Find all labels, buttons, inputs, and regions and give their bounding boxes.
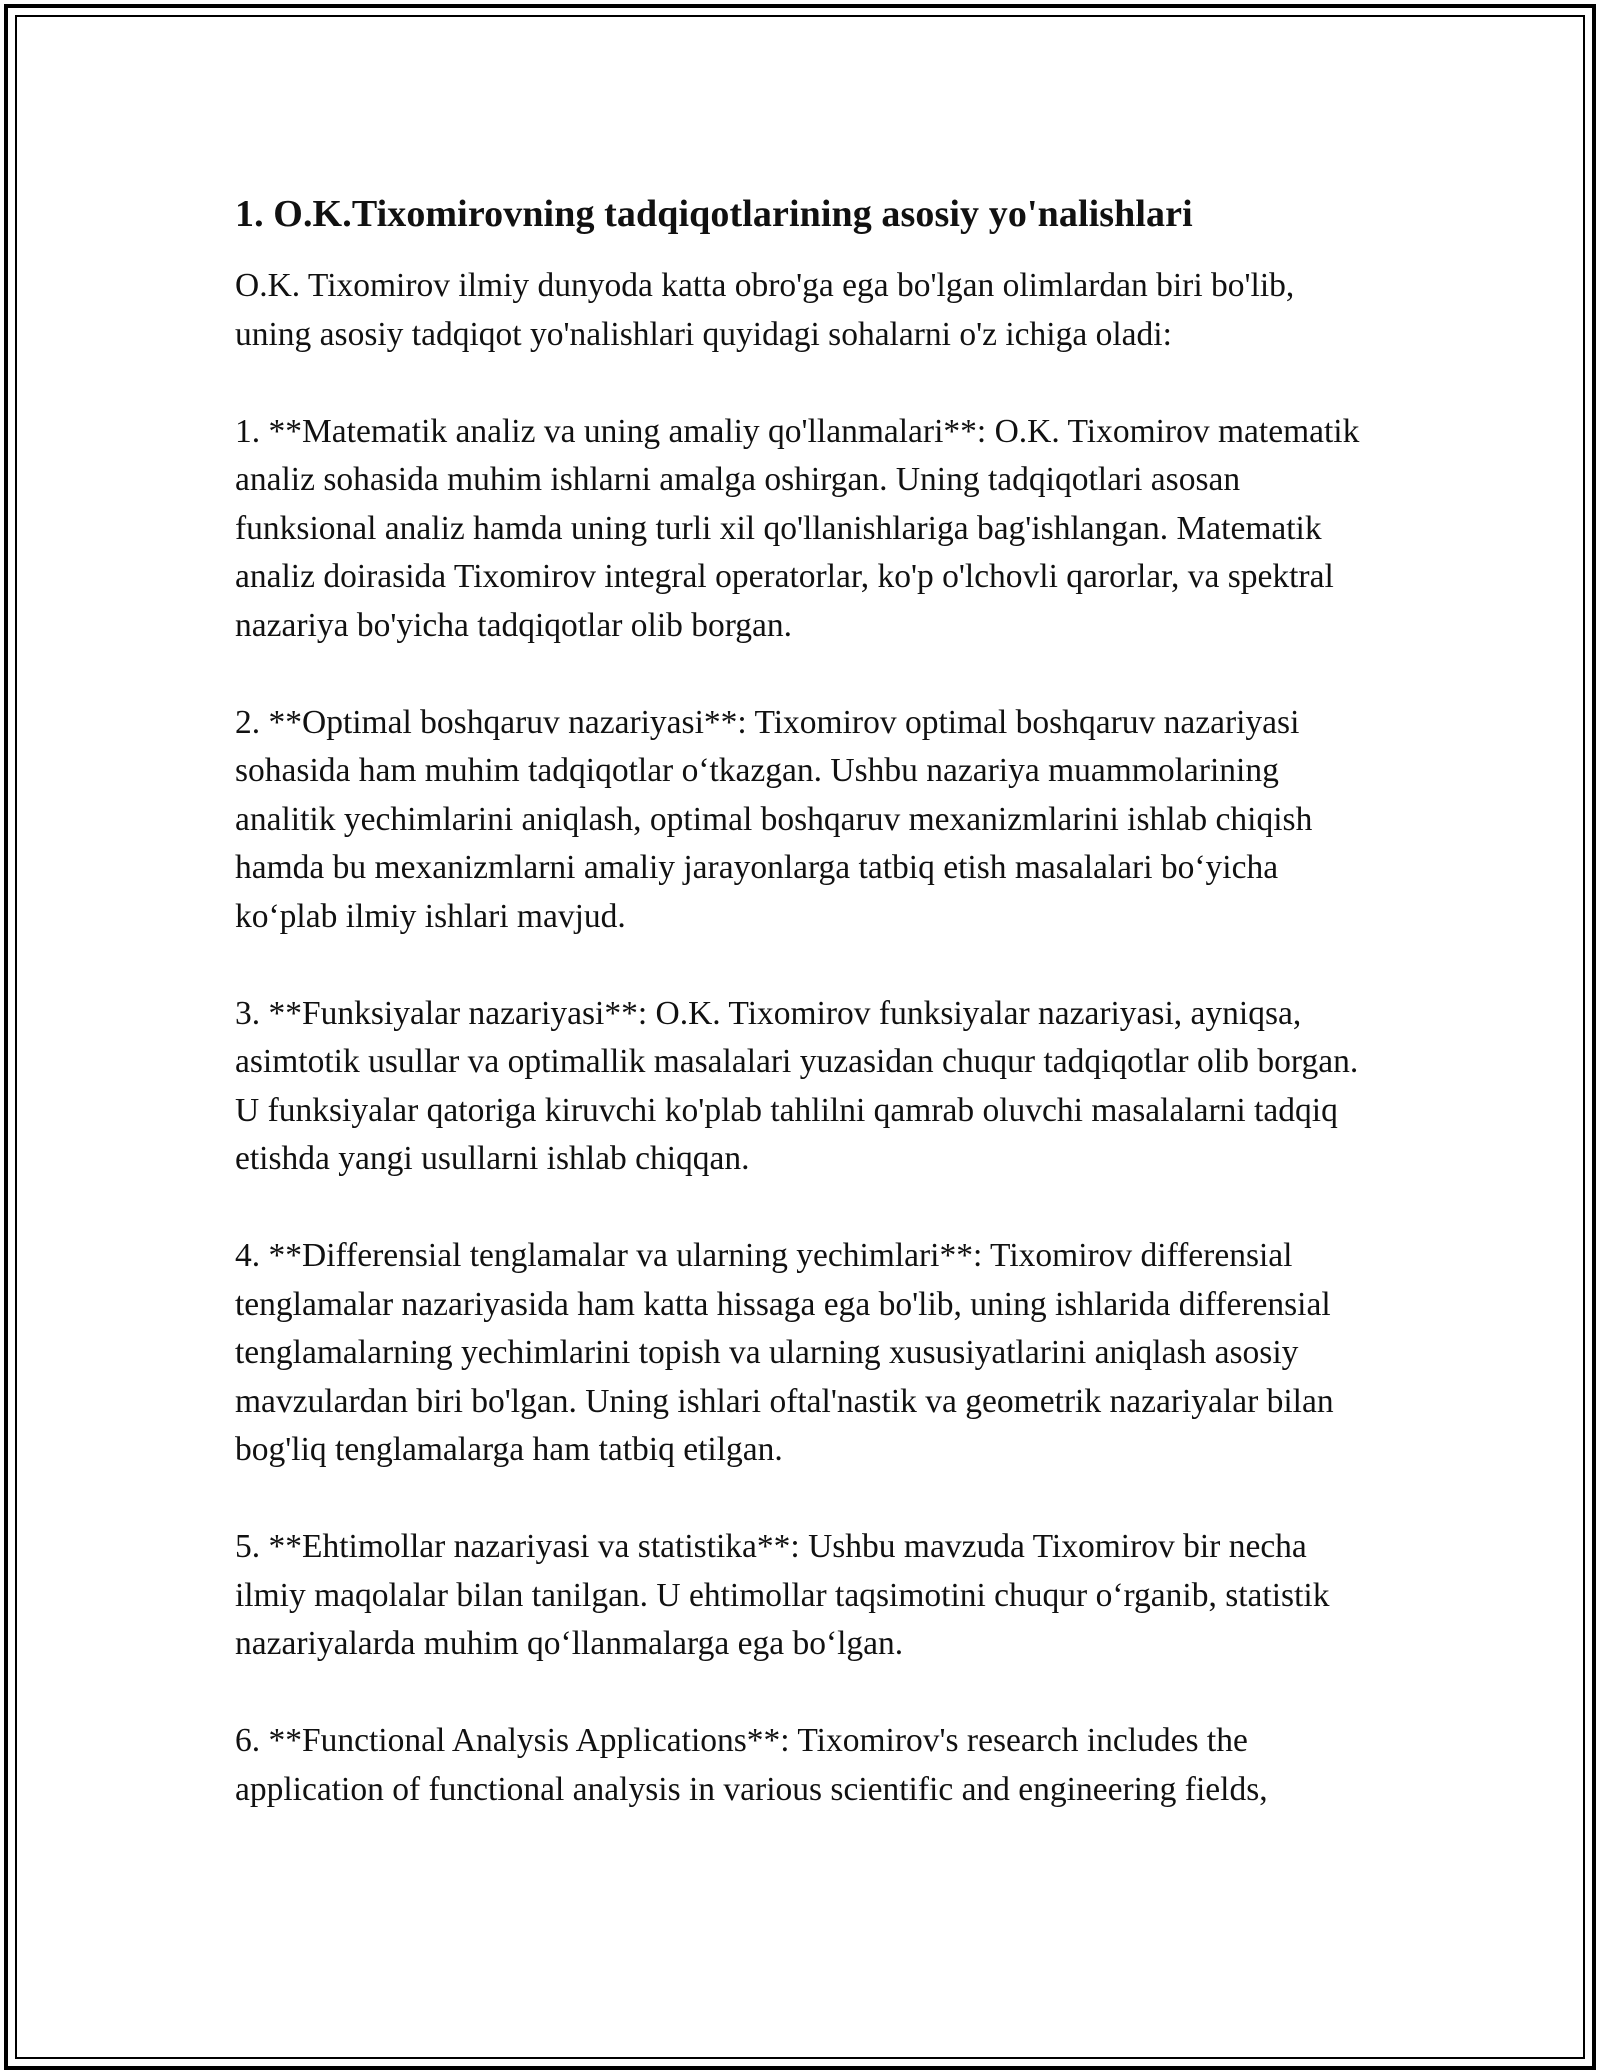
list-item-6: 6. **Functional Analysis Applications**: Tixomirov's research includes the application of functional analysis in various scientific and engineering fields,: [235, 1722, 1268, 1808]
list-item-1: 1. **Matematik analiz va uning amaliy qo'llanmalari**: O.K. Tixomirov matematik analiz sohasida muhim ishlarni amalga oshirgan. Uning tadqiqotlari asosan funksional analiz hamda uning turli xil qo'llanishlariga bag'ishlangan. Matematik analiz doirasida Tixomirov integral operatorlar, ko'p o'lchovli qarorlar, va spektral nazariya bo'yicha tadqiqotlar olib borgan.: [235, 412, 1360, 644]
document-title: 1. O.K.Tixomirovning tadqiqotlarining asosiy yo'nalishlari: [235, 193, 1193, 235]
intro-paragraph: O.K. Tixomirov ilmiy dunyoda katta obro'ga ega bo'lgan olimlardan biri bo'lib, uning asosiy tadqiqot yo'nalishlari quyidagi sohalarni o'z ichiga oladi:: [235, 267, 1295, 353]
list-item-3: 3. **Funksiyalar nazariyasi**: O.K. Tixomirov funksiyalar nazariyasi, ayniqsa, asimtotik usullar va optimallik masalalari yuzasidan chuqur tadqiqotlar olib borgan. U funksiyalar qatoriga kiruvchi ko'plab tahlilni qamrab oluvchi masalalarni tadqiq etishda yangi usullarni ishlab chiqqan.: [235, 994, 1359, 1177]
list-item-4: 4. **Differensial tenglamalar va ularning yechimlari**: Tixomirov differensial tenglamalar nazariyasida ham katta hissaga ega bo'lib, uning ishlarida differensial tenglamalarning yechimlarini topish va ularning xususiyatlarini aniqlash asosiy mavzulardan biri bo'lgan. Uning ishlari oftal'nastik va geometrik nazariyalar bilan bog'liq tenglamalarga ham tatbiq etilgan.: [235, 1237, 1334, 1468]
list-item-2: 2. **Optimal boshqaruv nazariyasi**: Tixomirov optimal boshqaruv nazariyasi sohasida ham muhim tadqiqotlar o‘tkazgan. Ushbu nazariya muammolarining analitik yechimlarini aniqlash, optimal boshqaruv mexanizmlarini ishlab chiqish hamda bu mexanizmlarni amaliy jarayonlarga tatbiq etish masalalari bo‘yicha ko‘plab ilmiy ishlari mavjud.: [235, 703, 1313, 935]
document-body: [235, 188, 1375, 1863]
list-item-5: 5. **Ehtimollar nazariyasi va statistika**: Ushbu mavzuda Tixomirov bir necha ilmiy maqolalar bilan tanilgan. U ehtimollar taqsimotini chuqur o‘rganib, statistik nazariyalarda muhim qo‘llanmalarga ega bo‘lgan.: [235, 1528, 1330, 1662]
